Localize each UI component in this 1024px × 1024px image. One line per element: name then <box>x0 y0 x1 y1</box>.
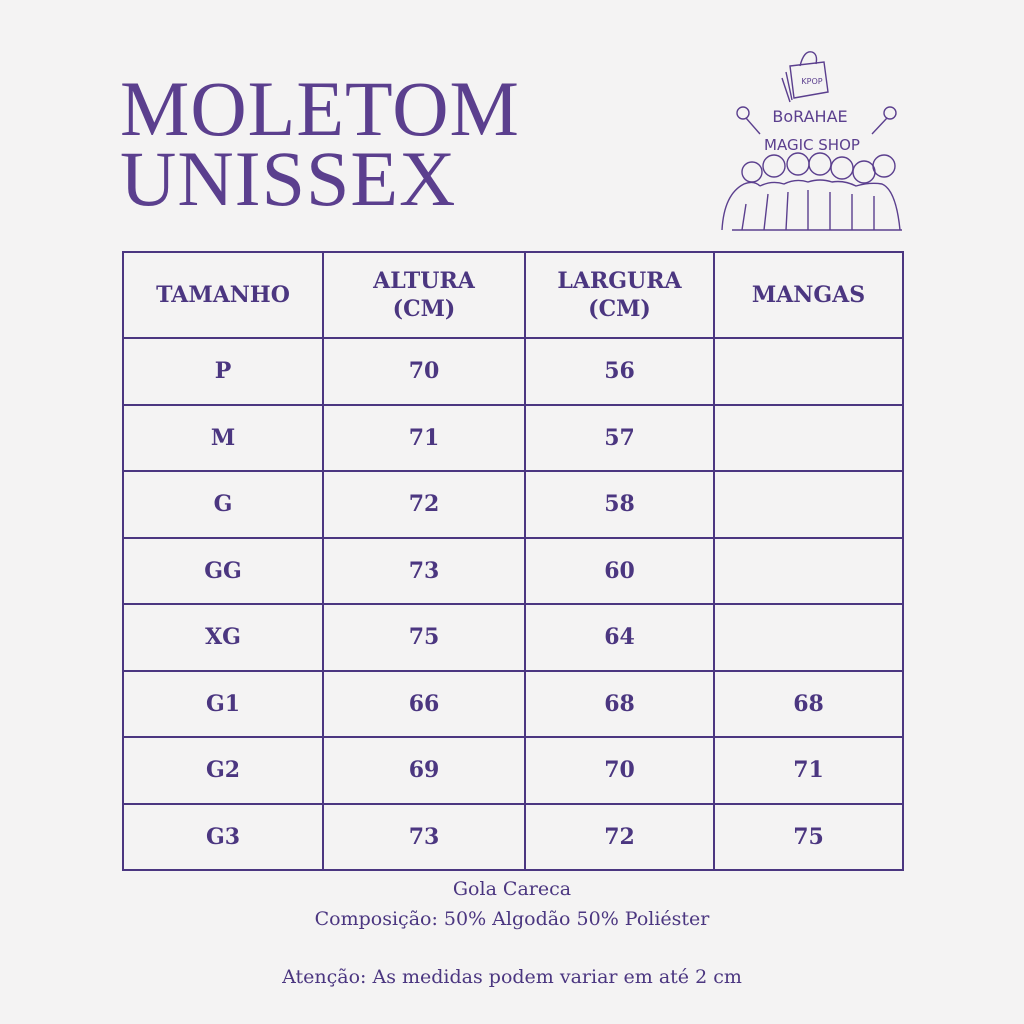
cell-altura: 66 <box>323 671 525 738</box>
table-header-row <box>123 252 903 338</box>
header-altura: ALTURA (CM) <box>323 252 525 338</box>
table-row <box>123 804 903 871</box>
cell-altura: 71 <box>323 405 525 472</box>
footer-notes <box>0 874 1024 992</box>
cell-mangas: 75 <box>714 804 903 871</box>
brand-logo <box>712 44 908 240</box>
cell-mangas <box>714 405 903 472</box>
header-largura: LARGURA (CM) <box>525 252 714 338</box>
cell-size: XG <box>123 604 323 671</box>
logo-line-1: BoRAHAE <box>772 107 848 126</box>
cell-altura: 72 <box>323 471 525 538</box>
table-row <box>123 538 903 605</box>
size-table <box>122 251 904 871</box>
cell-size: G3 <box>123 804 323 871</box>
cell-largura: 64 <box>525 604 714 671</box>
cell-mangas <box>714 471 903 538</box>
cell-altura: 73 <box>323 804 525 871</box>
bag-label: KPOP <box>801 77 823 86</box>
table-row <box>123 338 903 405</box>
cell-altura: 75 <box>323 604 525 671</box>
cell-largura: 58 <box>525 471 714 538</box>
cell-largura: 56 <box>525 338 714 405</box>
cell-largura: 70 <box>525 737 714 804</box>
cell-mangas <box>714 604 903 671</box>
logo-line-2: MAGIC SHOP <box>764 136 860 154</box>
cell-largura: 60 <box>525 538 714 605</box>
page-title <box>120 65 520 222</box>
table-row <box>123 671 903 738</box>
cell-size: G1 <box>123 671 323 738</box>
footer-collar: Gola Careca <box>452 878 572 900</box>
table-row <box>123 737 903 804</box>
table-row <box>123 405 903 472</box>
cell-mangas: 71 <box>714 737 903 804</box>
footer-composition: Composição: 50% Algodão 50% Poliéster <box>314 908 710 930</box>
title-line-2: UNISSEX <box>120 135 457 222</box>
cell-mangas <box>714 538 903 605</box>
table-row <box>123 471 903 538</box>
cell-size: G <box>123 471 323 538</box>
cell-size: P <box>123 338 323 405</box>
cell-largura: 57 <box>525 405 714 472</box>
cell-largura: 68 <box>525 671 714 738</box>
cell-altura: 69 <box>323 737 525 804</box>
cell-altura: 73 <box>323 538 525 605</box>
shopping-bag-icon <box>712 44 908 240</box>
table-row <box>123 604 903 671</box>
cell-size: GG <box>123 538 323 605</box>
header-mangas: MANGAS <box>714 252 903 338</box>
footer-warning: Atenção: As medidas podem variar em até 2 cm <box>282 966 742 988</box>
cell-largura: 72 <box>525 804 714 871</box>
cell-size: M <box>123 405 323 472</box>
title-line-1: MOLETOM <box>120 65 520 152</box>
header-tamanho: TAMANHO <box>123 252 323 338</box>
cell-altura: 70 <box>323 338 525 405</box>
cell-size: G2 <box>123 737 323 804</box>
cell-mangas <box>714 338 903 405</box>
cell-mangas: 68 <box>714 671 903 738</box>
